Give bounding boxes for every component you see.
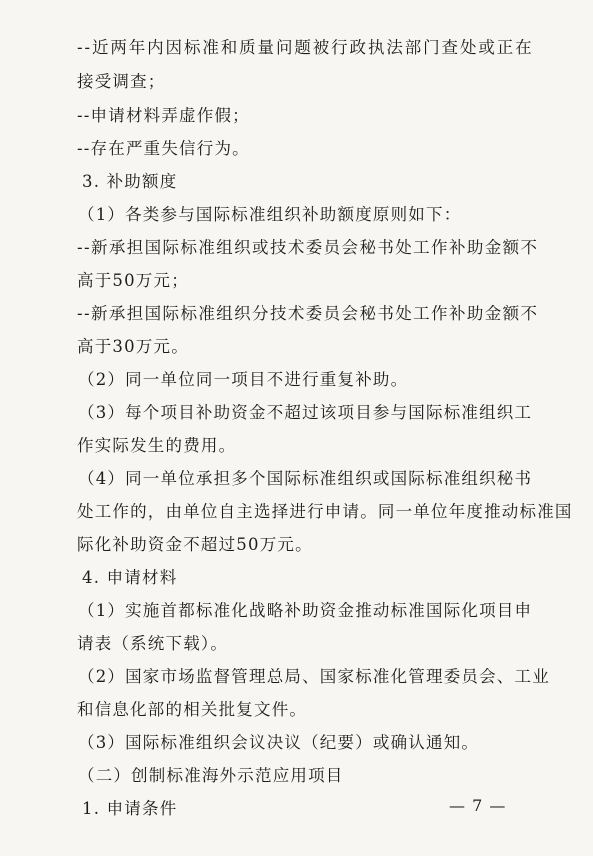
section-heading: 4. 申请材料 <box>82 568 178 587</box>
text-line: 和信息化部的相关批复文件。 <box>77 700 308 719</box>
text-line: --近两年内因标准和质量问题被行政执法部门查处或正在 <box>77 38 534 57</box>
text-line: （1）各类参与国际标准组织补助额度原则如下： <box>78 205 462 224</box>
section-heading: （二）创制标准海外示范应用项目 <box>78 766 344 785</box>
page-number: — 7 — <box>449 796 507 815</box>
text-line: 高于30万元。 <box>77 337 189 356</box>
text-line: --新承担国际标准组织或技术委员会秘书处工作补助金额不 <box>77 238 539 257</box>
text-line: --存在严重失信行为。 <box>77 139 250 158</box>
text-line: 高于50万元； <box>77 271 189 290</box>
text-line: 处工作的，由单位自主选择进行申请。同一单位年度推动标准国 <box>77 502 573 521</box>
text-line: 作实际发生的费用。 <box>77 436 237 455</box>
text-line: （1）实施首都标准化战略补助资金推动标准国际化项目申 <box>78 601 533 620</box>
section-heading: 1. 申请条件 <box>82 799 178 818</box>
text-line: 请表（系统下载）。 <box>77 634 229 653</box>
text-line: 接受调查； <box>77 72 166 91</box>
text-line: （3）每个项目补助资金不超过该项目参与国际标准组织工 <box>78 403 533 422</box>
text-line: --申请材料弄虚作假； <box>77 106 250 125</box>
text-line: （3）国际标准组织会议决议（纪要）或确认通知。 <box>78 733 480 752</box>
text-line: 际化补助资金不超过50万元。 <box>77 535 313 554</box>
section-heading: 3. 补助额度 <box>82 172 178 191</box>
text-line: --新承担国际标准组织分技术委员会秘书处工作补助金额不 <box>77 304 539 323</box>
text-line: （2）同一单位同一项目不进行重复补助。 <box>78 370 409 389</box>
text-line: （2）国家市场监督管理总局、国家标准化管理委员会、工业 <box>78 667 550 686</box>
text-line: （4）同一单位承担多个国际标准组织或国际标准组织秘书 <box>78 469 533 488</box>
